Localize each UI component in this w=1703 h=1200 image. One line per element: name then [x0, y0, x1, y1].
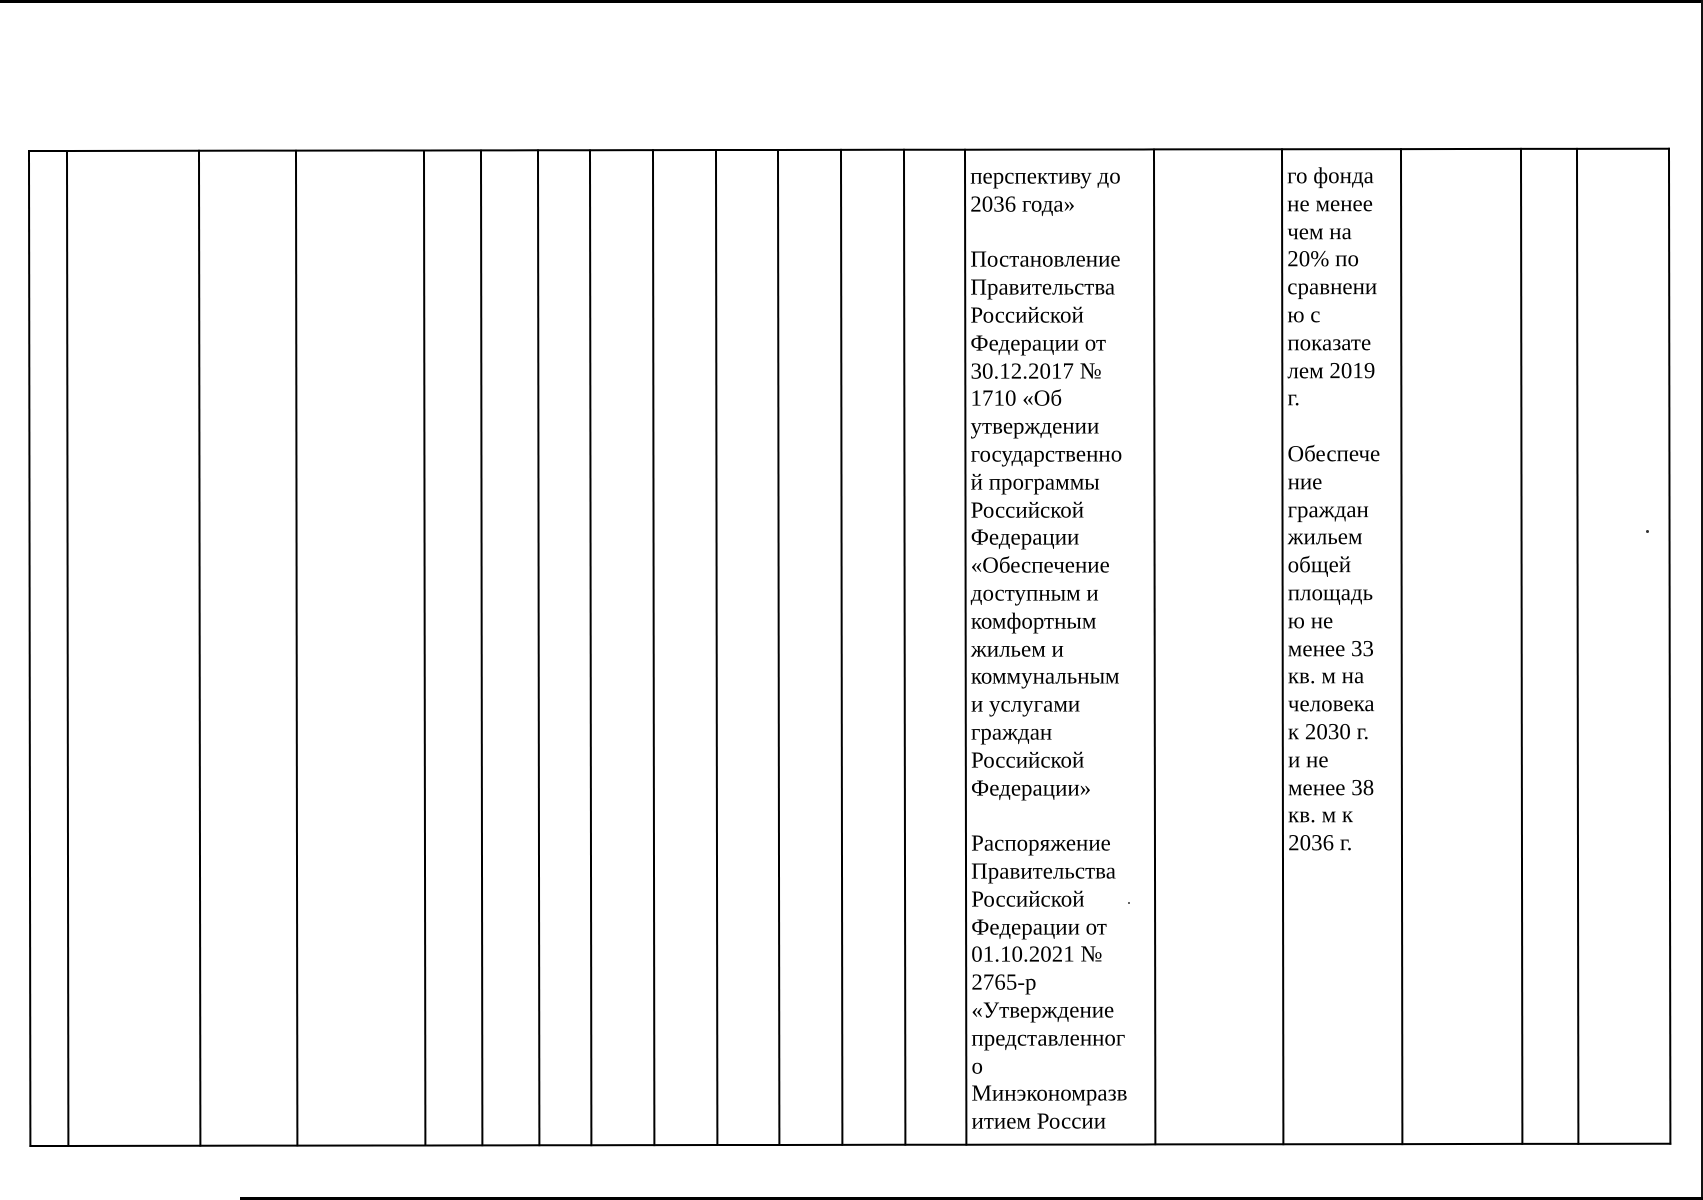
table-cell-2: [67, 151, 201, 1146]
scan-speck: [1128, 902, 1130, 904]
table-cell-5: [424, 150, 483, 1145]
table-cell-7: [538, 150, 592, 1145]
indicator-text: го фонда не менее чем на 20% по сравнени ю с показате лем 2019 г. Обеспече ние граждан жильем общей площадь ю не менее 33 кв. м на человека к 2030 г. и не менее 38 кв. м к 2036 г.: [1287, 163, 1381, 856]
table-cell-8: [590, 150, 655, 1145]
scan-speck: [1646, 530, 1649, 533]
table-cell-12: [841, 150, 905, 1145]
table-cell-13: [904, 150, 967, 1145]
table-row: [29, 149, 1670, 1146]
indicator-cell: [1282, 149, 1402, 1144]
table-cell-10: [716, 150, 779, 1145]
table-cell-4: [296, 150, 426, 1145]
table-cell-18: [1521, 149, 1579, 1144]
table-cell-19: [1577, 149, 1670, 1144]
table-cell-15: [1154, 149, 1284, 1144]
document-table: [28, 148, 1671, 1147]
table-cell-1: [29, 151, 68, 1146]
table-cell-17: [1401, 149, 1522, 1144]
table-cell-3: [199, 151, 297, 1146]
scan-edge-top: [0, 0, 1703, 3]
table-cell-6: [481, 150, 539, 1145]
table-cell-11: [778, 150, 843, 1145]
legal-basis-text: перспективу до 2036 года» Постановление Правительства Российской Федерации от 30.12.2017 № 1710 «Об утверждении государственно й программы Российской Федерации «Обеспечение доступным и комфортным жильем и коммунальным и услугами граждан Российской Федерации» Распоряжение Правительства Российской Федерации от 01.10.2021 № 2765-р «Утверждение представленног о Минэкономразв итием России: [970, 163, 1128, 1134]
table-cell-9: [653, 150, 717, 1145]
legal-basis-cell: [965, 149, 1155, 1144]
